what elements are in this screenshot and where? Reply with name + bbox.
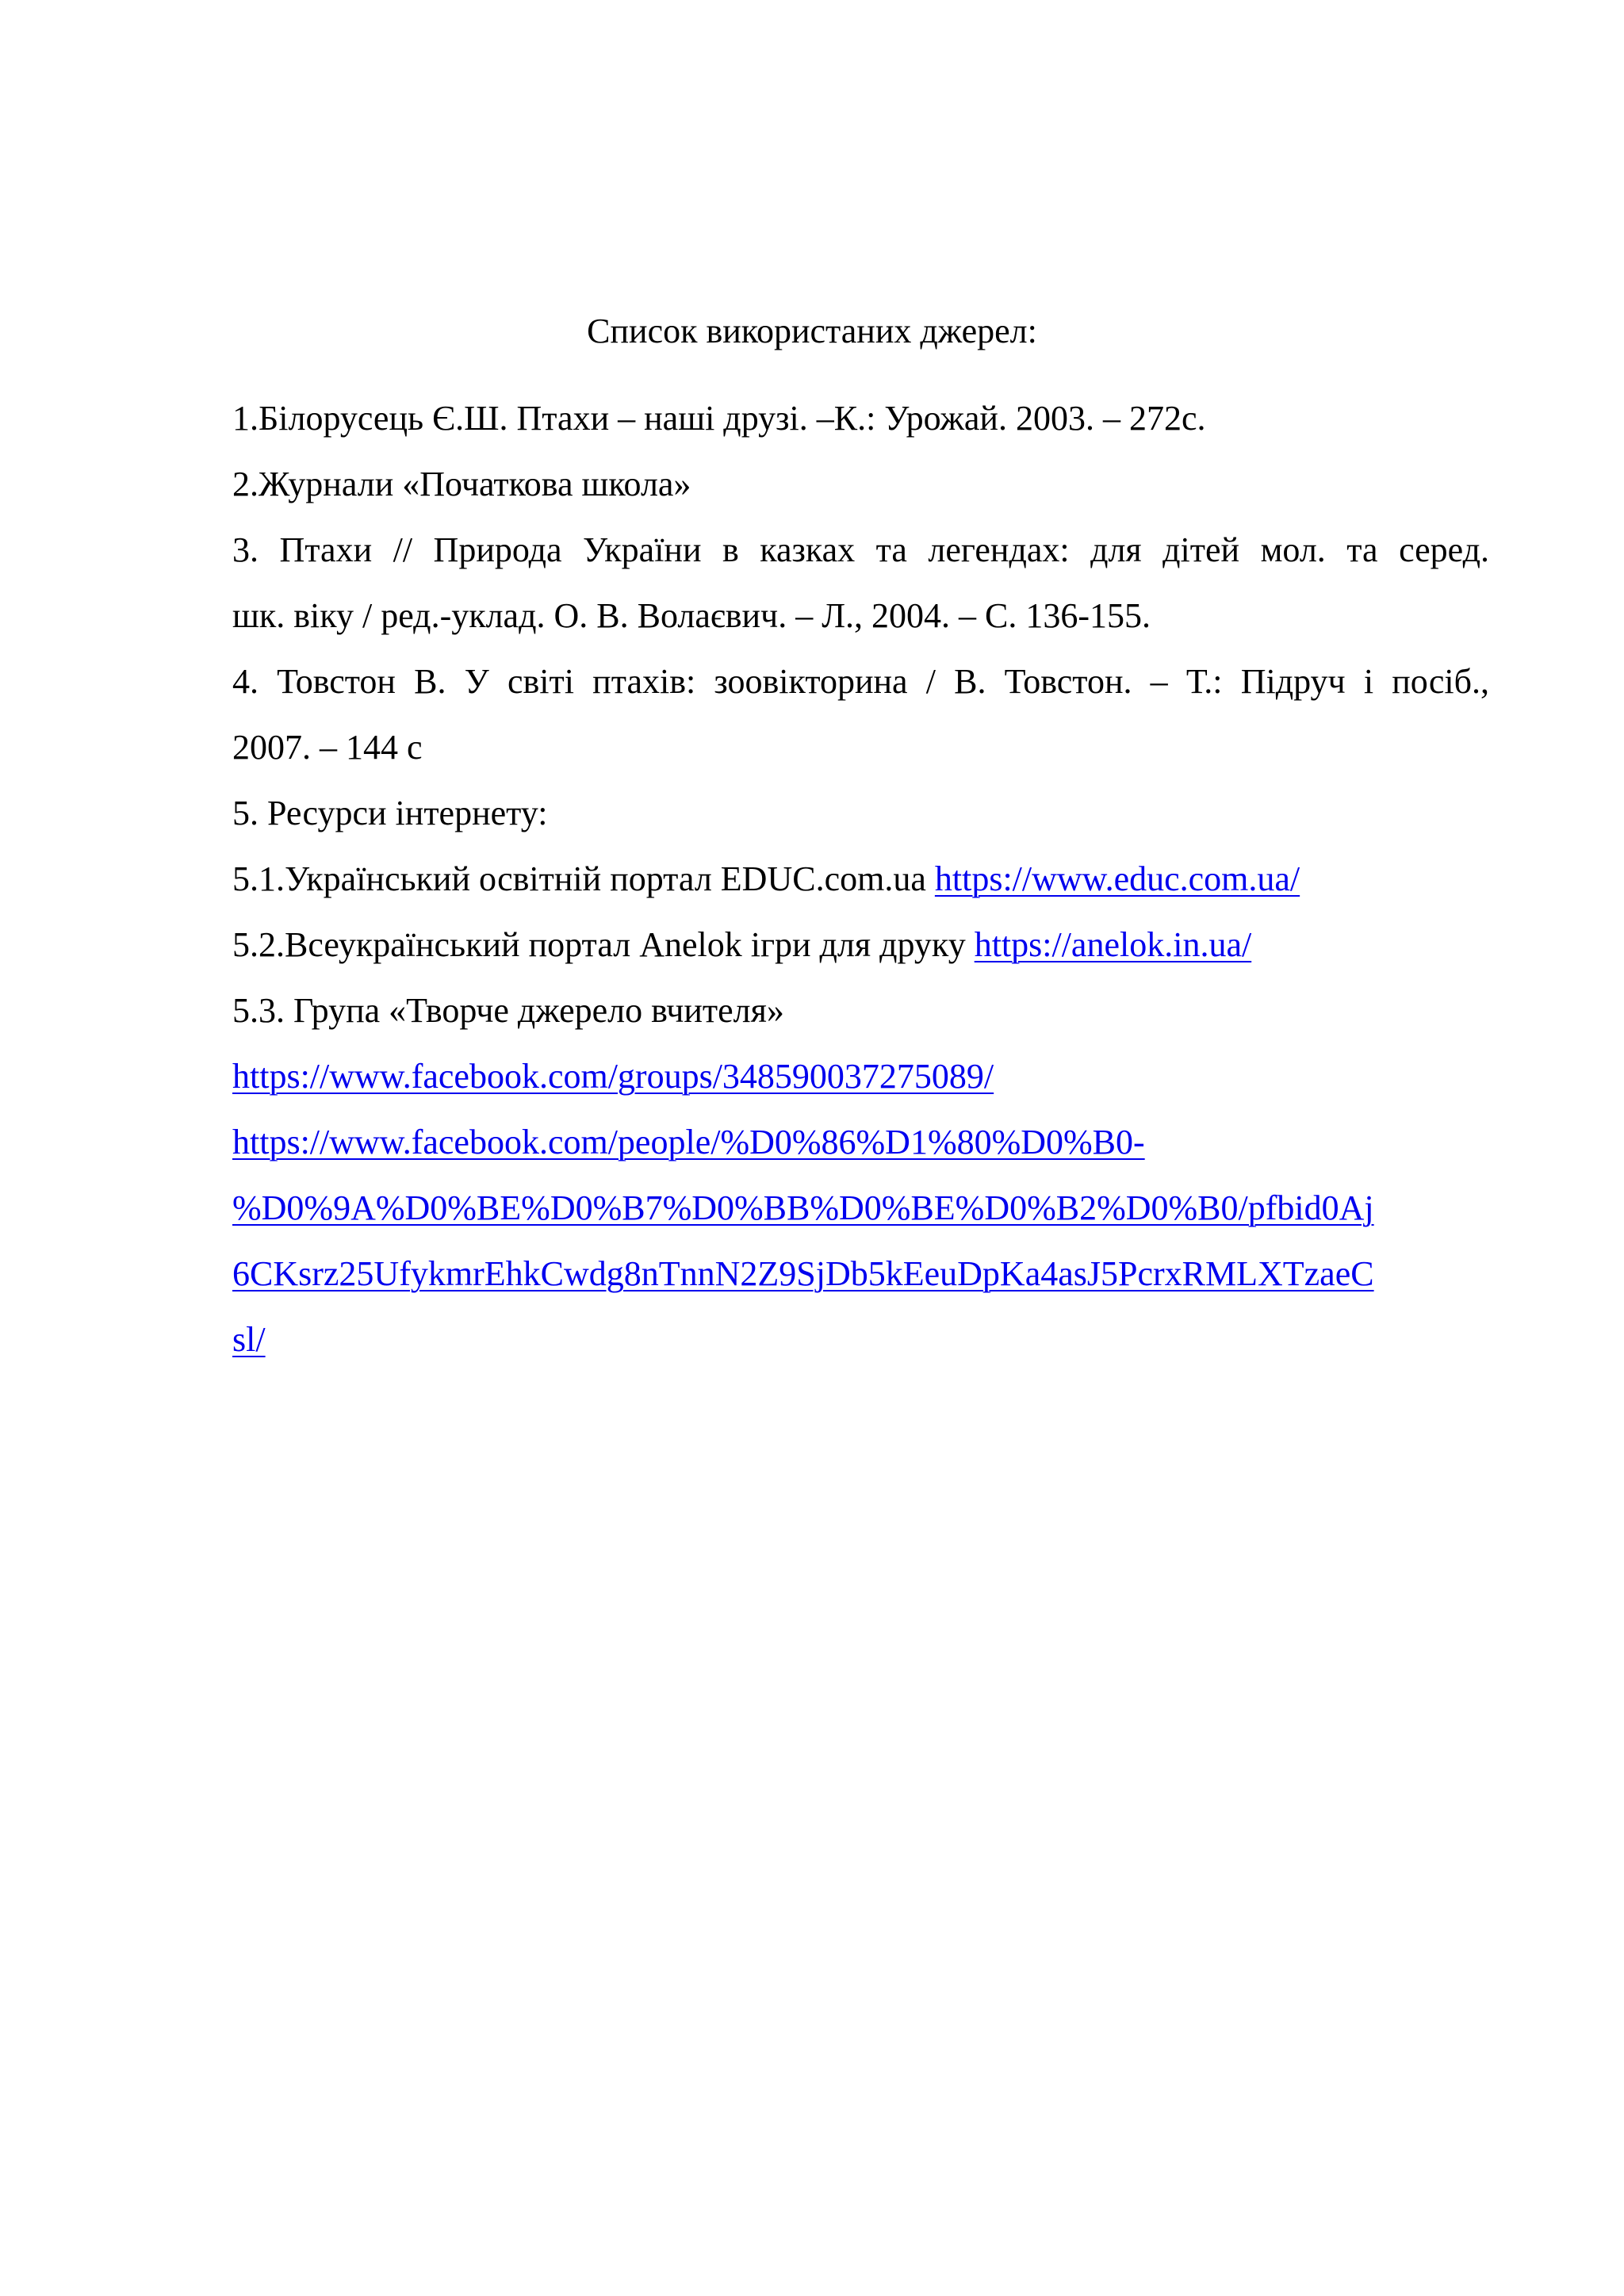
facebook-people-link-line-1 xyxy=(232,1122,1145,1163)
facebook-people-link-part-3[interactable]: 6CKsrz25UfykmrEhkCwdg8nTnnN2Z9SjDb5kEeuDpKa4asJ5PcrxRMLXTzaeC xyxy=(232,1254,1374,1293)
resource-5-1 xyxy=(232,859,1300,900)
anelok-link[interactable]: https://anelok.in.ua/ xyxy=(974,925,1252,964)
facebook-group-link-line xyxy=(232,1056,994,1097)
reference-4-line-1: 4. Товстон В. У світі птахів: зоовікторина / В. Товстон. – Т.: Підруч і посіб., xyxy=(232,662,1489,701)
resource-5-3-label: 5.3. Група «Творче джерело вчителя» xyxy=(232,991,784,1030)
reference-4-line-2: 2007. – 144 с xyxy=(232,728,423,767)
facebook-people-link-part-2[interactable]: %D0%9A%D0%BE%D0%B7%D0%BB%D0%BE%D0%B2%D0%B0/pfbid0Aj xyxy=(232,1188,1374,1227)
reference-2: 2.Журнали «Початкова школа» xyxy=(232,465,691,503)
reference-1: 1.Білорусець Є.Ш. Птахи – наші друзі. –К.: Урожай. 2003. – 272с. xyxy=(232,399,1206,438)
facebook-group-link[interactable]: https://www.facebook.com/groups/348590037275089/ xyxy=(232,1057,994,1096)
resource-5-2-label: 5.2.Всеукраїнський портал Anelok ігри для друку xyxy=(232,925,975,964)
resource-5-2 xyxy=(232,924,1251,966)
facebook-people-link-line-3 xyxy=(232,1253,1374,1295)
educ-link[interactable]: https://www.educ.com.ua/ xyxy=(934,859,1300,898)
facebook-people-link-part-4[interactable]: sl/ xyxy=(232,1320,266,1359)
reference-5-heading: 5. Ресурси інтернету: xyxy=(232,794,548,832)
facebook-people-link-part-1[interactable]: https://www.facebook.com/people/%D0%86%D1%80%D0%B0- xyxy=(232,1123,1145,1161)
reference-3-line-1: 3. Птахи // Природа України в казках та легендах: для дітей мол. та серед. xyxy=(232,530,1489,569)
bibliography-heading: Список використаних джерел: xyxy=(587,312,1037,350)
resource-5-1-label: 5.1.Український освітній портал EDUC.com.ua xyxy=(232,859,935,898)
facebook-people-link-line-2 xyxy=(232,1188,1374,1229)
reference-3-line-2: шк. віку / ред.-уклад. О. В. Волаєвич. – Л., 2004. – С. 136-155. xyxy=(232,596,1151,635)
facebook-people-link-line-4 xyxy=(232,1319,266,1360)
